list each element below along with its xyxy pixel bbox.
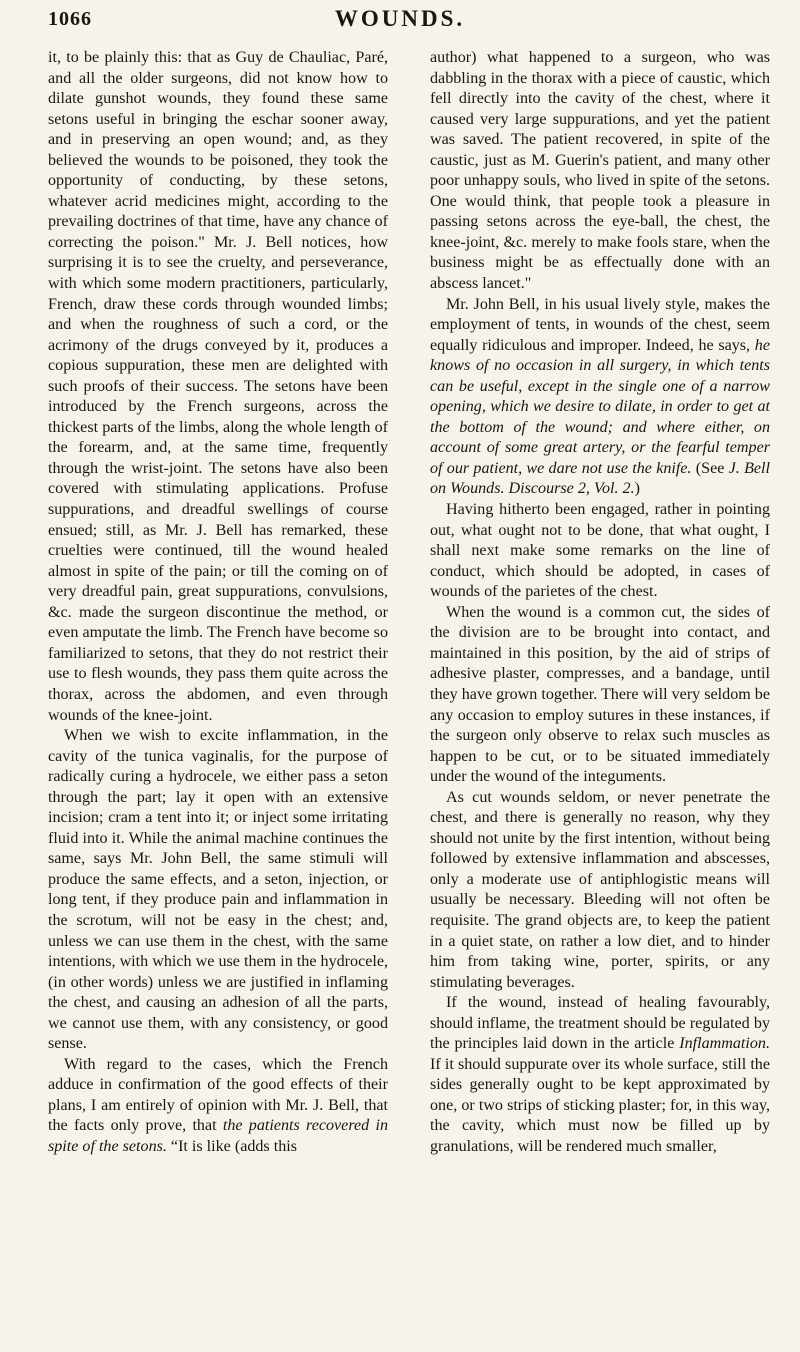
left-paragraph-2: When we wish to excite inflammation, in the cavity of the tunica vaginalis, for the purpose of radically curing a hydrocele, we either pass a seton through the part; lay it open with an extensive incision; cram a tent into it; or inject some irritating fluid into it. While the animal machine continues the same, says Mr. John Bell, the same stimuli will produce the same effects, and a seton, injection, or long tent, if they produce pain and inflammation in the scrotum, will not be easy in the chest; and, unless we can use them in the chest, with the same intentions, with which we use them in the hydrocele, (in other words) unless we are justified in inflaming the chest, and causing an adhesion of all the parts, we cannot use them, with any consistency, or good sense.: [48, 727, 388, 1053]
right-paragraph-6-start: If the wound, instead of healing favourably, should inflame, the treatment should be regulated by the principles laid down in the article: [430, 994, 770, 1053]
left-paragraph-3-start: With regard to the cases, which the French adduce in confirmation of the good effects of their plans, I am entirely of opinion with Mr. J. Bell, that the facts only prove, that: [48, 1055, 388, 1135]
right-paragraph-6-italic: Inflammation.: [679, 1035, 770, 1053]
right-paragraph-2-end-a: (See: [691, 459, 729, 477]
right-paragraph-2-italic: he knows of no occasion in all surgery, in which tents can be useful, except in the single one of a narrow opening, which we desire to dilate, in order to get at the bottom of the wound; and where either, on account of some great artery, or the fearful temper of our patient, we dare not use the knife.: [430, 336, 770, 477]
left-paragraph-1: it, to be plainly this: that as Guy de Chauliac, Paré, and all the older surgeons, did not know how to dilate gunshot wounds, they found these same setons useful in bringing the eschar sooner away, and in preserving an open wound; and, as they believed the wounds to be poisoned, they took the opportunity of conducting, by these setons, whatever acrid medicines might, according to the prevailing doctrines of that time, have any chance of correcting the poison." Mr. J. Bell notices, how surprising it is to see the cruelty, and perseverance, with which some modern practitioners, particularly, French, draw these cords through wounded limbs; and when the roughness of such a cord, or the acrimony of the drugs conveyed by it, produces a copious suppuration, these men are delighted with such proofs of their success. The setons have been introduced by the French surgeons, across the thickest parts of the limbs, along the whole length of the forearm, and, at the same time, frequently through the wrist-joint. The setons have also been covered with stimulating applications. Profuse suppurations, and dreadful swellings of course ensued; still, as Mr. J. Bell has remarked, these cruelties were continued, till the wound healed almost in spite of the pain; or till the coming on of very dreadful pain, great suppurations, convulsions, &c. made the surgeon discontinue the method, or even amputate the limb. The French have become so familiarized to setons, that they do not restrict their use to flesh wounds, they pass them quite across the thorax, across the abdomen, and even through wounds of the knee-joint.: [48, 49, 388, 724]
right-paragraph-6: [430, 993, 770, 1157]
right-paragraph-2-end-b: ): [634, 480, 640, 498]
left-paragraph-3-italic: the patients recovered in spite of the setons.: [48, 1117, 388, 1155]
left-paragraph-3-end: “It is like (adds this: [166, 1137, 297, 1155]
right-paragraph-3: Having hitherto been engaged, rather in pointing out, what ought not to be done, that what ought, I shall next make some remarks on the line of conduct, which should be adopted, in cases of wounds of the parietes of the chest.: [430, 501, 770, 601]
left-column: [48, 48, 388, 1158]
running-title: WOUNDS.: [334, 6, 466, 31]
right-paragraph-2-reference: J. Bell on Wounds. Discourse 2, Vol. 2.: [430, 459, 770, 498]
right-paragraph-4: When the wound is a common cut, the sides of the division are to be brought into contact, and maintained in this position, by the aid of strips of adhesive plaster, compresses, and a bandage, until they have grown together. There will very seldom be any occasion to employ sutures in these instances, if the surgeon only observe to relax such muscles as happen to be cut, or to be situated immediately under the wound of the integuments.: [430, 603, 770, 786]
running-head: [0, 2, 800, 38]
page-number: 1066: [48, 8, 92, 30]
right-column: [430, 48, 770, 1158]
right-paragraph-6-end: If it should suppurate over its whole surface, still the sides generally ought to be kept approximated by one, or two strips of sticking plaster; for, in this way, the cavity, which must now be filled up by granulations, will be rendered much smaller,: [430, 1055, 770, 1155]
left-paragraph-3: [48, 1055, 388, 1158]
right-paragraph-2: [430, 295, 770, 500]
right-paragraph-2-start: Mr. John Bell, in his usual lively style, makes the employment of tents, in wounds of the chest, seem equally ridiculous and improper. Indeed, he says,: [430, 295, 770, 354]
right-paragraph-5: As cut wounds seldom, or never penetrate the chest, and there is generally no reason, why they should not unite by the first intention, without being followed by extensive inflammation and abscesses, only a moderate use of antiphlogistic means will usually be necessary. Bleeding will not often be requisite. The grand objects are, to keep the patient in a quiet state, on rather a low diet, and to hinder him from taking wine, porter, spirits, or any stimulating beverages.: [430, 788, 770, 991]
right-paragraph-1: author) what happened to a surgeon, who was dabbling in the thorax with a piece of caustic, which fell directly into the cavity of the chest, where it caused very large suppurations, and yet the patient was saved. The patient recovered, in spite of the caustic, just as M. Guerin's patient, and many other poor unhappy souls, who lived in spite of the setons. One would think, that people took a pleasure in passing setons across the eye-ball, the chest, the knee-joint, &c. merely to make fools stare, when the business might be as effectually done with an abscess lancet.": [430, 49, 770, 293]
